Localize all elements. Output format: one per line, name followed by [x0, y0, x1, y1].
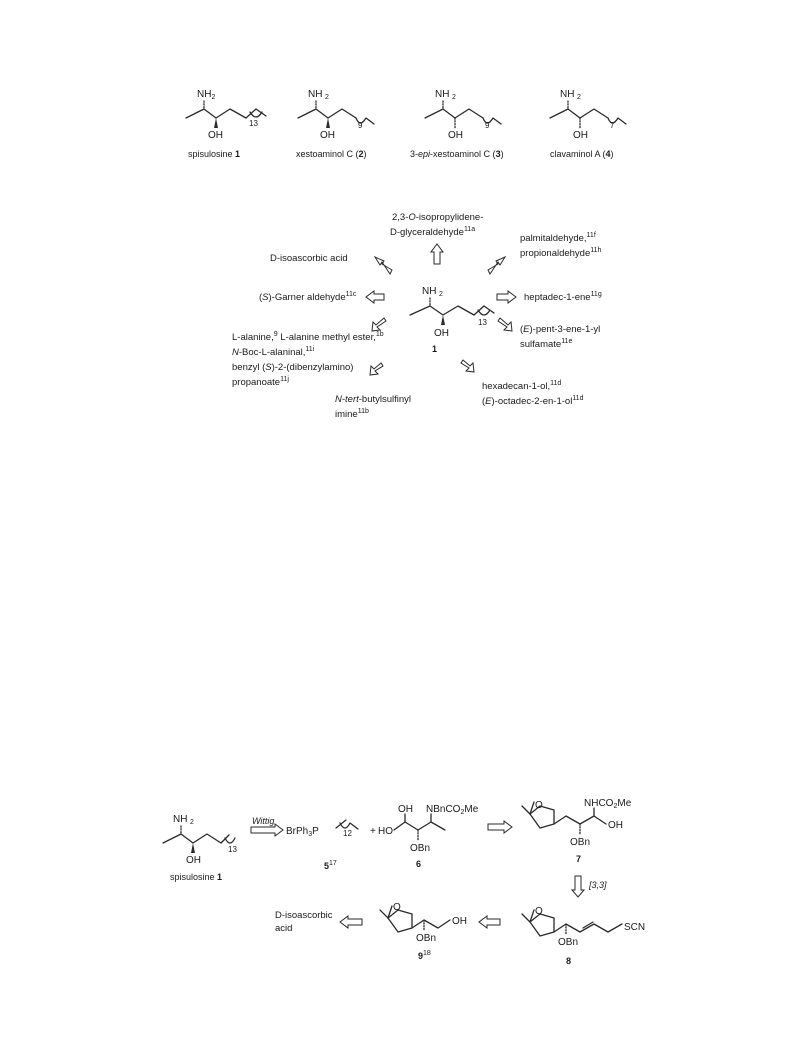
- oh-label: OH: [186, 855, 201, 866]
- oh-label: OH: [573, 130, 588, 141]
- label-isoascorbic: D-isoascorbic acid: [270, 253, 348, 264]
- oh-label: OH: [208, 130, 223, 141]
- structure-spisulosine-scheme: [163, 814, 237, 882]
- label-sulfamate-1: (E)-pent-3-ene-1-yl: [520, 324, 601, 335]
- compound-8: 8: [566, 956, 572, 966]
- label-glyceraldehyde: 2,3-O-isopropylidene-: [392, 212, 484, 223]
- nh2-label: NH: [435, 89, 450, 100]
- oh-label: OH: [448, 130, 463, 141]
- obn-label: OBn: [558, 937, 579, 948]
- structure-xestoaminol: [296, 89, 374, 159]
- label-sulfamate-2: sulfamate$^{11e}$: [520, 338, 573, 350]
- label-heptadecene: heptadec-1-ene$^{11g}$: [524, 291, 602, 303]
- label-octadecenol: $(E)-octadec-2-en-1-ol^{11d}$: [482, 395, 584, 407]
- ho-label: HO: [378, 826, 393, 837]
- compound-6: 6: [416, 859, 422, 869]
- retro-arrow-downleft2: [370, 363, 383, 375]
- retro-arrow-downright2: [461, 360, 474, 372]
- nh2-subscript: 2: [190, 819, 194, 826]
- label-sulfinyl-2: imine$^{11b}$: [335, 408, 369, 420]
- obn-label: OBn: [416, 933, 437, 944]
- compound-9: $9^{18}$: [418, 950, 431, 961]
- sigmatropic-label: [3,3]: [589, 880, 607, 890]
- chain-count: 7: [610, 121, 615, 130]
- oh-label: OH: [398, 804, 413, 815]
- chain-count: 13: [228, 845, 237, 854]
- scn-label: SCN: [624, 922, 646, 933]
- obn-label: OBn: [410, 843, 431, 854]
- structure-spisulosine: [186, 89, 266, 159]
- label-propionaldehyde: propionaldehyde$^{11h}$: [520, 247, 602, 259]
- oh-label: OH: [320, 130, 335, 141]
- chain-count: 12: [343, 829, 352, 838]
- retro-arrow-upright: [488, 257, 505, 274]
- retro-arrow-right: [497, 291, 516, 303]
- caption-clavaminol: clavaminol A (4): [550, 149, 614, 159]
- oh-label: OH: [434, 328, 449, 339]
- nh2-label: NH: [422, 286, 437, 297]
- retro-arrow-7-8: [572, 876, 584, 897]
- retro-arrow-9-isoascorbic: [340, 916, 362, 928]
- chain-count: 9: [358, 121, 363, 130]
- chain-count: 9: [485, 121, 490, 130]
- label-sulfinyl-1: N-tert-butylsulfinyl: [335, 394, 412, 405]
- nhco2me-label: $NHCO_2Me$: [584, 798, 632, 810]
- retrosynthesis-wheel: [232, 212, 602, 420]
- structure-clavaminol: [550, 89, 626, 159]
- structure-8: [522, 906, 645, 966]
- o-label: O: [535, 800, 543, 811]
- compound-5: $5^{17}$: [324, 860, 337, 871]
- ylide-5: [286, 820, 358, 871]
- wittig-label: Wittig: [252, 816, 275, 826]
- label-garner: (S)-Garner aldehyde$^{11c}$: [259, 291, 357, 303]
- o-label: O: [535, 906, 543, 917]
- label-palmitaldehyde: palmitaldehyde,$^{11f}$: [520, 232, 596, 244]
- plus-sign: +: [370, 826, 376, 837]
- chain-count: 13: [478, 318, 487, 327]
- retro-arrow-downright: [498, 318, 512, 331]
- nh2-label: NH: [173, 814, 188, 825]
- nh2-label: NH: [308, 89, 323, 100]
- caption-xestoaminol: xestoaminol C (2): [296, 149, 367, 159]
- retro-arrow-upleft: [375, 257, 392, 274]
- retro-arrow-8-9: [479, 916, 500, 928]
- retrosynthetic-scheme: [163, 798, 645, 966]
- caption-spisulosine-scheme: spisulosine 1: [170, 872, 223, 882]
- nh2-subscript: 2: [577, 94, 581, 101]
- label-alanine-4: propanoate$^{11j}$: [232, 376, 289, 388]
- compound-7: 7: [576, 854, 582, 864]
- label-hexadecanol: hexadecan-1-ol,$^{11d}$: [482, 380, 562, 392]
- o-label: O: [393, 902, 401, 913]
- retro-arrow-downleft: [372, 318, 386, 331]
- structure-6: [378, 804, 479, 869]
- retro-arrow-6-7: [488, 821, 512, 833]
- caption-epi-xestoaminol: 3-epi-xestoaminol C (3): [410, 149, 504, 159]
- oh-label: OH: [608, 820, 623, 831]
- label-alanine-2: N-Boc-L-alaninal,$^{11i}$: [232, 346, 315, 358]
- retro-arrow-left: [366, 291, 384, 303]
- compound-number: 1: [432, 344, 438, 354]
- obn-label: OBn: [570, 837, 591, 848]
- isoascorbic-line2: acid: [275, 923, 293, 934]
- isoascorbic-line1: D-isoascorbic: [275, 910, 333, 921]
- structure-epi-xestoaminol: [410, 89, 504, 159]
- label-glyceraldehyde-2: D-glyceraldehyde$^{11a}$: [390, 226, 476, 238]
- retro-arrow-up: [431, 244, 443, 264]
- nh2-subscript: 2: [439, 291, 443, 298]
- chain-count: 13: [249, 119, 258, 128]
- structure-center-1: [410, 286, 494, 354]
- label-alanine-1: L-alanine,$^9$ L-alanine methyl ester,$^{1b}$: [232, 331, 384, 343]
- label-alanine-3: benzyl (S)-2-(dibenzylamino): [232, 362, 354, 373]
- nh2-subscript: 2: [325, 94, 329, 101]
- oh-label: OH: [452, 916, 467, 927]
- structure-7: [522, 798, 632, 864]
- ylide-label: BrPh$_3$P: [286, 826, 319, 838]
- nh2-label: $NH_2$: [197, 89, 216, 101]
- caption-spisulosine: spisulosine 1: [188, 149, 241, 159]
- nh2-label: NH: [560, 89, 575, 100]
- nbn-label: NBnCO$_2$Me: [426, 804, 479, 816]
- nh2-subscript: 2: [452, 94, 456, 101]
- structure-9: [380, 902, 467, 961]
